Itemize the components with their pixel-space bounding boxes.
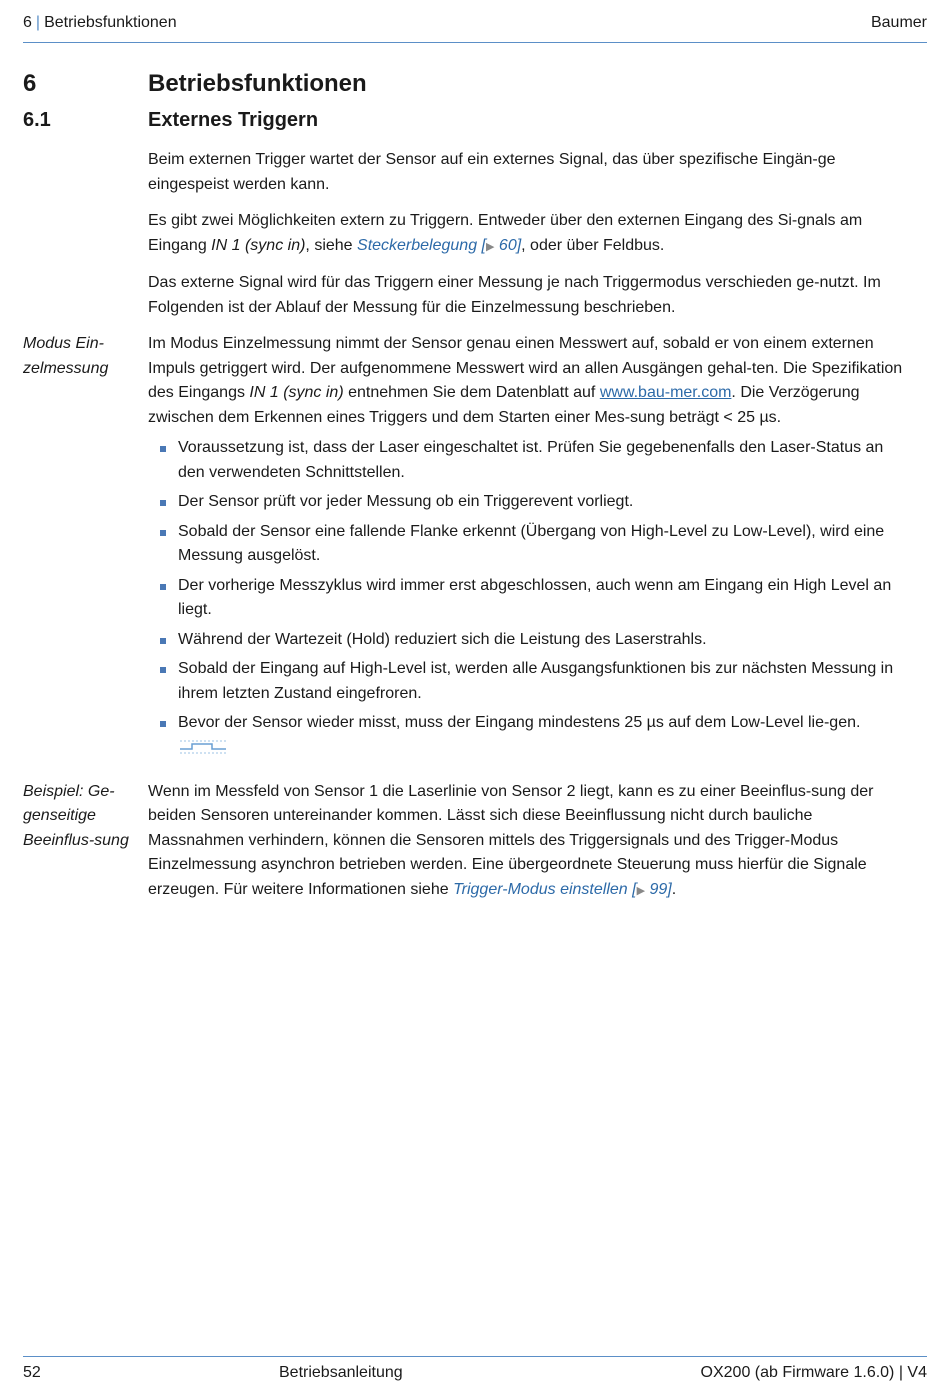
chapter-heading-number: 6 [23, 70, 37, 97]
beispiel-text: . [671, 880, 677, 898]
steckerbelegung-link[interactable] [357, 237, 521, 254]
page-number: 52 [23, 1364, 41, 1381]
margin-note-beispiel: Beispiel: Ge-genseitige Beeinflus-sung [23, 782, 129, 849]
modus-bullet-list [148, 436, 905, 736]
list-item: Der vorherige Messzyklus wird immer erst abgeschlossen, auch wenn am Eingang ein High Level an liegt. [148, 574, 905, 623]
header-separator: | [35, 14, 41, 31]
list-item: Voraussetzung ist, dass der Laser eingeschaltet ist. Prüfen Sie gegebenenfalls den Laser-Status an den verwendeten Schnittstellen. [148, 436, 905, 485]
intro-p2-text: , siehe [305, 236, 358, 254]
page-header [23, 14, 927, 43]
document-type: Betriebsanleitung [279, 1364, 403, 1381]
beispiel-text: Wenn im Messfeld von Sensor 1 die Laserlinie von Sensor 2 liegt, kann es zu einer Beeinflus-sung der beiden Sensoren untereinander kommen. Lässt sich diese Beeinflussung nicht durch bauliche Massnahmen verhindern, können die Sensoren mittels des Triggersignals und des Trigger-Modus Einzelmessung asynchron betrieben werden. Eine übergeordnete Steuerung muss hierfür die Signale erzeugen. Für weitere Informationen siehe [148, 782, 874, 898]
margin-note-modus: Modus Ein-zelmessung [23, 335, 109, 377]
intro-p2-text: Es gibt zwei Möglichkeiten extern zu Triggern. Entweder über den externen Eingang des Si-gnals am Eingang [148, 212, 863, 254]
intro-p2-text: , oder über Feldbus. [521, 236, 665, 254]
baumer-website-link[interactable]: www.bau-mer.com [599, 384, 732, 401]
intro-paragraph-2 [148, 209, 905, 259]
section-heading-title: Externes Triggern [148, 109, 319, 131]
link-text[interactable]: Steckerbelegung [ [357, 236, 486, 254]
list-item: Sobald der Eingang auf High-Level ist, werden alle Ausgangsfunktionen bis zur nächsten Messung in ihrem letzten Zustand eingefroren. [148, 657, 905, 706]
trigger-signal-icon [178, 738, 228, 756]
link-text[interactable]: Trigger-Modus einstellen [ [453, 880, 637, 898]
page-arrow-icon: ▶ [636, 884, 646, 897]
page-footer [23, 1356, 927, 1388]
link-page[interactable]: 60] [494, 236, 522, 254]
header-brand: Baumer [870, 14, 927, 31]
list-item: Sobald der Sensor eine fallende Flanke erkennt (Übergang von High-Level zu Low-Level), wird eine Messung ausgelöst. [148, 520, 905, 569]
chapter-heading-title: Betriebsfunktionen [148, 70, 367, 97]
modus-section [23, 332, 905, 756]
modus-text: entnehmen Sie dem Datenblatt auf [343, 384, 600, 401]
trigger-modus-link[interactable] [453, 881, 672, 898]
intro-section [148, 148, 905, 320]
section-heading-number: 6.1 [23, 109, 51, 131]
header-chapter-title: Betriebsfunktionen [44, 14, 177, 31]
list-item: Bevor der Sensor wieder misst, muss der Eingang mindestens 25 µs auf dem Low-Level lie-gen. [148, 711, 905, 736]
modus-text: . Die Verzögerung zwischen dem Erkennen eines Triggers und dem Starten einer Mes-sung beträgt < 25 µs. [148, 384, 860, 426]
link-page[interactable]: 99] [645, 880, 672, 898]
beispiel-body [148, 780, 905, 904]
product-version: OX200 (ab Firmware 1.6.0) | V4 [700, 1364, 927, 1381]
main-content [23, 148, 905, 915]
list-item: Der Sensor prüft vor jeder Messung ob ein Triggerevent vorliegt. [148, 490, 905, 515]
header-chapter [23, 14, 177, 32]
intro-paragraph-3: Das externe Signal wird für das Triggern einer Messung je nach Triggermodus verschieden ge-nutzt. Im Folgenden ist der Ablauf der Messung für die Einzelmessung beschrieben. [148, 274, 881, 316]
list-item: Während der Wartezeit (Hold) reduziert sich die Leistung des Laserstrahls. [148, 628, 905, 653]
input-name: IN 1 (sync in) [211, 236, 306, 254]
input-name: IN 1 (sync in) [249, 384, 344, 401]
beispiel-paragraph [148, 780, 905, 904]
modus-text: Im Modus Einzelmessung nimmt der Sensor genau einen Messwert auf, sobald er von einem externen Impuls getriggert wird. Der aufgenommene Messwert wird an allen Ausgängen gehal-ten. Die Spezifikation des Eingangs [148, 335, 903, 401]
beispiel-section [23, 780, 905, 904]
header-chapter-number: 6 [23, 14, 32, 31]
page-arrow-icon: ▶ [486, 240, 495, 253]
intro-paragraph-1: Beim externen Trigger wartet der Sensor auf ein externes Signal, das über spezifische Eingän-ge eingespeist werden kann. [148, 151, 836, 193]
modus-body [148, 332, 905, 756]
modus-paragraph [148, 332, 905, 430]
